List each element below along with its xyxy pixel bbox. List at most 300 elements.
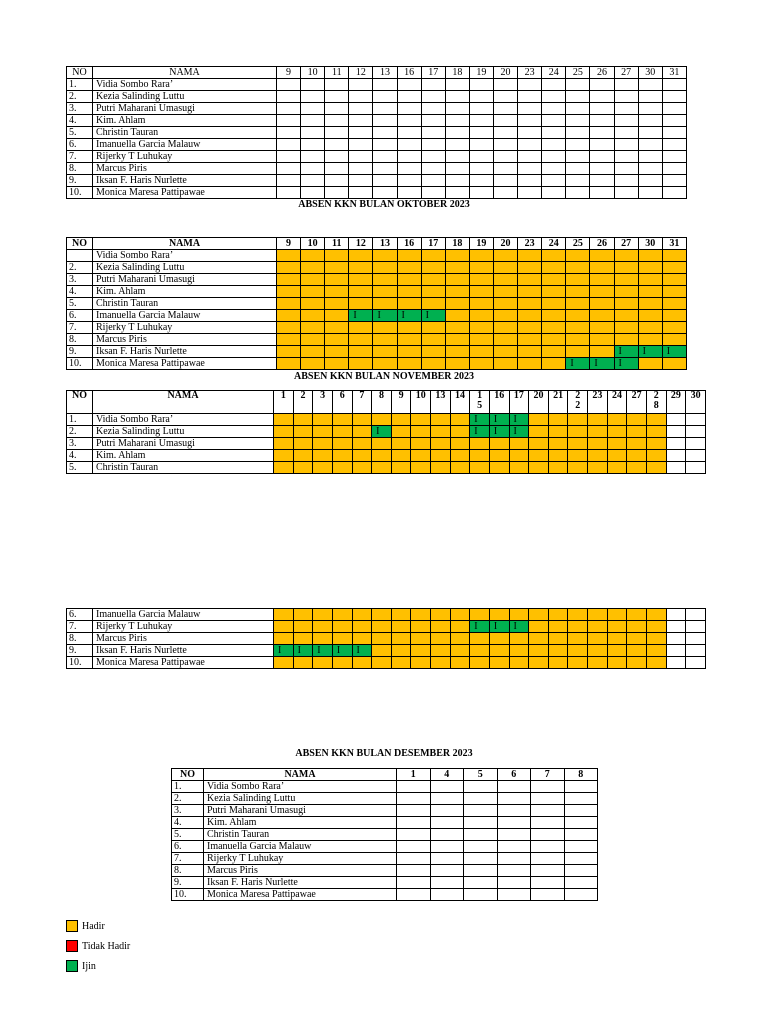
table-row [67,450,706,462]
cell-empty [493,127,517,139]
cell-hadir [509,609,529,621]
cell-ijin: I [614,346,638,358]
cell-hadir [493,358,517,370]
cell-hadir [411,426,431,438]
cell-empty [397,103,421,115]
cell-empty [373,127,397,139]
cell-empty [566,103,590,115]
cell-empty [464,829,498,841]
cell-hadir [568,462,588,474]
attendance-table-december [171,768,598,901]
cell-empty [564,865,598,877]
cell-ijin: I [373,310,397,322]
cell-hadir [518,358,542,370]
cell-hadir [391,633,411,645]
cell-empty [421,115,445,127]
cell-hadir [301,334,325,346]
cell-empty [518,163,542,175]
table-row [172,805,598,817]
cell-hadir [627,609,647,621]
cell-empty [590,91,614,103]
cell-hadir [431,450,451,462]
cell-hadir [421,358,445,370]
cell-empty [566,151,590,163]
row-name: Vidia Sombo Rara’ [93,79,277,91]
cell-empty [662,175,686,187]
cell-empty [590,175,614,187]
cell-hadir [373,274,397,286]
cell-empty [445,115,469,127]
table-row [172,781,598,793]
cell-hadir [372,609,392,621]
cell-ijin: I [489,426,509,438]
cell-empty [373,91,397,103]
day-header: 9 [277,67,301,79]
cell-hadir [325,346,349,358]
cell-hadir [542,334,566,346]
cell-hadir [391,609,411,621]
cell-hadir [372,438,392,450]
cell-empty [301,151,325,163]
cell-hadir [470,609,490,621]
cell-empty [497,829,531,841]
row-name: Christin Tauran [93,462,274,474]
cell-empty [542,127,566,139]
cell-hadir [646,657,666,669]
cell-empty [493,187,517,199]
row-name: Monica Maresa Pattipawae [204,889,397,901]
cell-hadir [529,645,549,657]
cell-hadir [607,414,627,426]
cell-empty [590,127,614,139]
cell-hadir [313,426,333,438]
cell-empty [662,91,686,103]
cell-hadir [277,274,301,286]
t1-body [67,67,687,199]
cell-hadir [646,645,666,657]
cell-ijin: I [509,426,529,438]
row-name: Kim. Ahlam [204,817,397,829]
row-number: 3. [67,103,93,115]
cell-hadir [445,322,469,334]
cell-hadir [614,322,638,334]
cell-hadir [332,621,352,633]
cell-hadir [469,274,493,286]
cell-hadir [469,286,493,298]
cell-empty [518,79,542,91]
table-row [67,334,687,346]
row-name: Marcus Piris [93,163,277,175]
cell-hadir [529,462,549,474]
row-name: Rijerky T Luhukay [204,853,397,865]
cell-empty [666,462,686,474]
cell-hadir [590,346,614,358]
day-header: 24 [607,391,627,414]
cell-empty [349,91,373,103]
cell-empty [518,151,542,163]
cell-hadir [509,633,529,645]
cell-empty [564,841,598,853]
cell-hadir [313,621,333,633]
cell-ijin: I [313,645,333,657]
col-no-header: NO [67,67,93,79]
cell-hadir [590,274,614,286]
cell-empty [518,187,542,199]
cell-ijin: I [638,346,662,358]
cell-empty [325,175,349,187]
cell-hadir [349,346,373,358]
cell-hadir [566,346,590,358]
cell-hadir [450,450,470,462]
cell-empty [566,187,590,199]
row-name: Marcus Piris [93,334,277,346]
cell-empty [666,621,686,633]
cell-hadir [332,657,352,669]
cell-ijin: I [470,621,490,633]
row-name: Imanuella Garcia Malauw [93,310,277,322]
cell-hadir [421,334,445,346]
table-row [172,853,598,865]
row-name: Christin Tauran [93,298,277,310]
header-row [67,238,687,250]
row-number: 6. [172,841,204,853]
cell-hadir [509,462,529,474]
row-name: Vidia Sombo Rara’ [204,781,397,793]
cell-hadir [313,609,333,621]
cell-ijin: I [372,426,392,438]
cell-hadir [588,414,608,426]
cell-empty [614,79,638,91]
cell-hadir [411,438,431,450]
cell-hadir [445,358,469,370]
cell-hadir [638,310,662,322]
cell-hadir [493,334,517,346]
cell-hadir [548,438,568,450]
cell-empty [566,91,590,103]
cell-empty [542,187,566,199]
cell-hadir [372,414,392,426]
cell-hadir [529,414,549,426]
cell-empty [614,91,638,103]
cell-hadir [493,250,517,262]
day-header: 13 [373,238,397,250]
cell-hadir [566,250,590,262]
row-name: Iksan F. Haris Nurlette [93,175,277,187]
table-row [67,358,687,370]
cell-hadir [352,426,372,438]
cell-hadir [662,310,686,322]
table-row [67,462,706,474]
cell-empty [686,609,706,621]
cell-empty [497,865,531,877]
cell-empty [397,889,431,901]
row-number: 1. [172,781,204,793]
cell-hadir [607,633,627,645]
cell-empty [590,163,614,175]
cell-hadir [614,274,638,286]
cell-empty [686,438,706,450]
col-nama-header: NAMA [93,238,277,250]
cell-hadir [590,298,614,310]
cell-empty [531,853,565,865]
cell-hadir [509,645,529,657]
cell-hadir [638,358,662,370]
cell-hadir [607,645,627,657]
cell-hadir [529,657,549,669]
cell-hadir [397,322,421,334]
row-name: Imanuella Garcia Malauw [93,139,277,151]
cell-hadir [293,426,313,438]
cell-empty [373,163,397,175]
cell-hadir [568,633,588,645]
cell-empty [518,127,542,139]
cell-empty [445,91,469,103]
cell-empty [566,79,590,91]
cell-empty [301,127,325,139]
cell-empty [349,187,373,199]
cell-hadir [373,346,397,358]
cell-hadir [607,438,627,450]
cell-hadir [421,262,445,274]
cell-empty [638,115,662,127]
cell-empty [373,115,397,127]
attendance-table-blank-top [66,66,687,199]
cell-empty [614,187,638,199]
cell-hadir [352,621,372,633]
cell-empty [397,79,421,91]
cell-hadir [568,621,588,633]
cell-hadir [548,450,568,462]
table-row [67,127,687,139]
cell-empty [518,175,542,187]
col-nama-header: NAMA [204,769,397,781]
row-name: Imanuella Garcia Malauw [204,841,397,853]
cell-hadir [529,609,549,621]
cell-hadir [332,462,352,474]
cell-hadir [372,462,392,474]
cell-hadir [293,438,313,450]
cell-hadir [489,450,509,462]
cell-hadir [542,298,566,310]
cell-empty [614,151,638,163]
day-header: 10 [301,67,325,79]
cell-empty [277,163,301,175]
cell-empty [397,127,421,139]
cell-empty [325,151,349,163]
cell-hadir [431,609,451,621]
row-name: Putri Maharani Umasugi [93,274,277,286]
cell-hadir [646,414,666,426]
cell-hadir [391,657,411,669]
cell-hadir [293,450,313,462]
cell-empty [638,127,662,139]
day-header: 5 [464,769,498,781]
day-header: 6 [332,391,352,414]
cell-hadir [349,334,373,346]
cell-empty [497,889,531,901]
cell-hadir [411,414,431,426]
cell-hadir [529,621,549,633]
row-number: 2. [172,793,204,805]
cell-hadir [421,298,445,310]
cell-hadir [332,414,352,426]
day-header: 8 [564,769,598,781]
table-row [172,817,598,829]
cell-hadir [566,298,590,310]
cell-hadir [542,358,566,370]
day-header: 2 2 [568,391,588,414]
cell-empty [397,151,421,163]
cell-empty [277,187,301,199]
cell-hadir [469,346,493,358]
cell-hadir [662,262,686,274]
cell-hadir [566,286,590,298]
day-header: 30 [638,238,662,250]
cell-hadir [470,438,490,450]
cell-hadir [646,633,666,645]
cell-hadir [391,621,411,633]
cell-hadir [662,250,686,262]
table-row [67,262,687,274]
cell-hadir [646,621,666,633]
cell-empty [666,438,686,450]
cell-hadir [301,250,325,262]
cell-hadir [470,633,490,645]
cell-hadir [313,450,333,462]
cell-hadir [349,358,373,370]
cell-hadir [627,438,647,450]
cell-hadir [470,462,490,474]
cell-hadir [373,298,397,310]
day-header: 1 [397,769,431,781]
row-number: 5. [67,298,93,310]
cell-hadir [469,298,493,310]
cell-empty [542,163,566,175]
row-number: 8. [67,163,93,175]
cell-empty [445,139,469,151]
cell-hadir [627,645,647,657]
cell-hadir [489,438,509,450]
cell-empty [430,817,464,829]
cell-hadir [529,426,549,438]
col-nama-header: NAMA [93,67,277,79]
cell-hadir [568,414,588,426]
day-header: 12 [349,67,373,79]
day-header: 10 [411,391,431,414]
col-no-header: NO [172,769,204,781]
cell-empty [497,877,531,889]
cell-empty [464,793,498,805]
cell-empty [638,187,662,199]
day-header: 16 [397,238,421,250]
cell-empty [464,781,498,793]
cell-hadir [277,358,301,370]
cell-empty [666,609,686,621]
cell-hadir [352,633,372,645]
table-row [172,841,598,853]
cell-hadir [493,322,517,334]
cell-hadir [469,334,493,346]
cell-hadir [391,414,411,426]
cell-empty [531,829,565,841]
attendance-table-november-part1 [66,390,706,474]
cell-empty [469,91,493,103]
cell-empty [421,175,445,187]
cell-hadir [548,621,568,633]
cell-empty [277,139,301,151]
day-header: 1 [274,391,294,414]
row-number: 7. [172,853,204,865]
cell-hadir [293,657,313,669]
cell-hadir [274,438,294,450]
row-name: Monica Maresa Pattipawae [93,187,277,199]
cell-ijin: I [352,645,372,657]
col-no-header: NO [67,391,93,414]
cell-hadir [352,414,372,426]
cell-empty [430,877,464,889]
cell-hadir [301,274,325,286]
december-title: ABSEN KKN BULAN DESEMBER 2023 [295,748,473,759]
row-number: 3. [67,438,93,450]
header-row [172,769,598,781]
cell-hadir [431,462,451,474]
cell-hadir [566,334,590,346]
cell-hadir [469,310,493,322]
cell-hadir [397,250,421,262]
day-header: 21 [548,391,568,414]
cell-empty [614,139,638,151]
cell-hadir [469,250,493,262]
cell-hadir [274,414,294,426]
cell-empty [662,139,686,151]
cell-hadir [372,657,392,669]
cell-hadir [372,621,392,633]
cell-hadir [518,250,542,262]
cell-empty [277,103,301,115]
row-name: Monica Maresa Pattipawae [93,657,274,669]
cell-hadir [588,633,608,645]
day-header: 11 [325,238,349,250]
cell-empty [445,187,469,199]
cell-hadir [588,450,608,462]
cell-hadir [646,438,666,450]
cell-hadir [397,334,421,346]
row-name: Christin Tauran [204,829,397,841]
cell-ijin: I [509,414,529,426]
day-header: 20 [493,238,517,250]
day-header: 18 [445,238,469,250]
cell-empty [686,414,706,426]
cell-hadir [349,322,373,334]
cell-hadir [274,609,294,621]
cell-empty [464,841,498,853]
header-row [67,391,706,414]
cell-empty [590,115,614,127]
t2-body [67,238,687,370]
cell-empty [325,79,349,91]
row-name: Monica Maresa Pattipawae [93,358,277,370]
cell-hadir [445,262,469,274]
cell-empty [662,163,686,175]
cell-hadir [445,274,469,286]
col-nama-header: NAMA [93,391,274,414]
cell-hadir [529,438,549,450]
cell-empty [662,115,686,127]
day-header: 1 5 [470,391,490,414]
cell-empty [566,163,590,175]
cell-hadir [325,250,349,262]
cell-hadir [614,310,638,322]
